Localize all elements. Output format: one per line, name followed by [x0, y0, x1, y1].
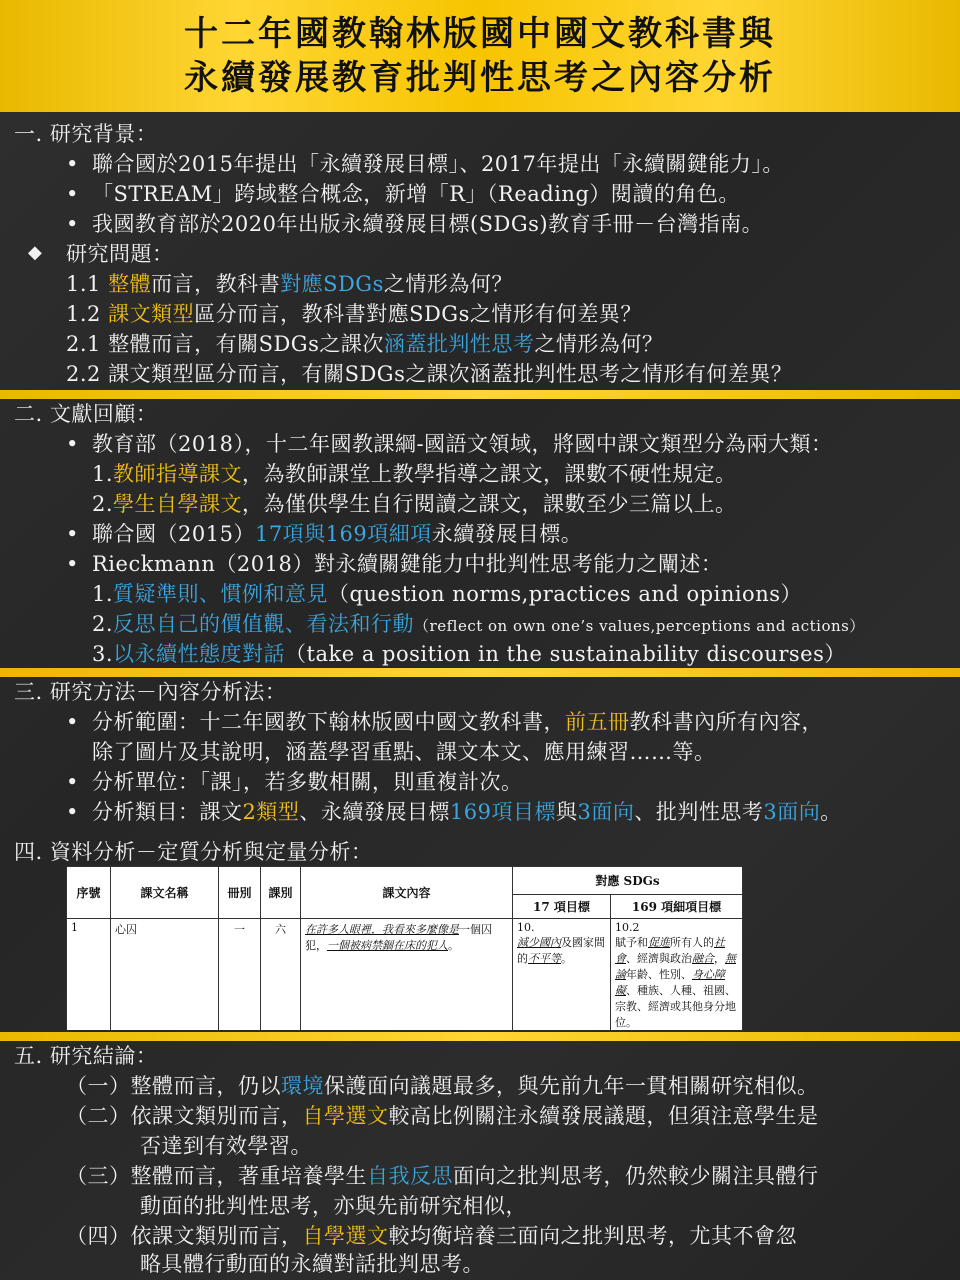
cell-169-target: 10.2 賦予和促進所有人的社會、經濟與政治融合，無論年齡、性別、身心障礙、種族、人種、祖國、宗教、經濟或其他身分地位。	[611, 919, 743, 1033]
header-lesson: 課別	[261, 867, 301, 919]
sub-item: 1.教師指導課文，為教師課堂上教學指導之課文，課數不硬性規定。	[92, 462, 737, 486]
sub-item: 2.反思自己的價值觀、看法和行動（reflect on own one’s values,perceptions and actions）	[92, 612, 865, 636]
section-divider	[0, 668, 960, 677]
header-17-goals: 17 項目標	[513, 895, 611, 919]
bullet-text: • 「STREAM」跨域整合概念，新增「R」（Reading）閱讀的角色。	[92, 180, 740, 208]
bullet-text: • 分析類目：課文2類型、永續發展目標169項目標與3面向、批判性思考3面向。	[92, 798, 842, 826]
header-169-targets: 169 項細項目標	[611, 895, 743, 919]
header-content: 課文內容	[301, 867, 513, 919]
analysis-table	[66, 866, 743, 1033]
section-divider	[0, 1032, 960, 1041]
cell-lesson: 六	[261, 919, 301, 1033]
conclusion-1: （一）整體而言，仍以環境保護面向議題最多，與先前九年一貫相關研究相似。	[66, 1074, 819, 1098]
table-row	[67, 919, 743, 1033]
conclusion-3-continuation: 動面的批判性思考，亦與先前研究相似，	[140, 1194, 527, 1218]
bullet-text: • 教育部（2018），十二年國教課綱-國語文領域，將國中課文類型分為兩大類：	[92, 430, 833, 458]
diamond-bullet-icon: ◆	[28, 242, 42, 263]
research-questions-heading: 研究問題：	[66, 242, 174, 266]
title-banner	[0, 0, 960, 112]
section-4-heading: 四. 資料分析－定質分析與定量分析：	[14, 840, 373, 864]
section-divider	[0, 390, 960, 399]
header-no: 序號	[67, 867, 111, 919]
section-1-heading: 一. 研究背景：	[14, 122, 158, 146]
section-2-heading: 二. 文獻回顧：	[14, 402, 158, 426]
header-volume: 冊別	[219, 867, 261, 919]
conclusion-2: （二）依課文類別而言，自學選文較高比例關注永續發展議題，但須注意學生是	[66, 1104, 819, 1128]
cell-lesson-name: 心囚	[111, 919, 219, 1033]
section-3-heading: 三. 研究方法－內容分析法：	[14, 680, 287, 704]
research-question-2-1: 2.1 整體而言，有關SDGs之課次涵蓋批判性思考之情形為何？	[66, 332, 664, 356]
header-lesson-name: 課文名稱	[111, 867, 219, 919]
bullet-continuation: 除了圖片及其說明，涵蓋學習重點、課文本文、應用練習……等。	[92, 740, 716, 764]
conclusion-4: （四）依課文類別而言，自學選文較均衡培養三面向之批判思考，尤其不會忽	[66, 1224, 797, 1248]
cell-17-goal: 10. 減少國內及國家間的不平等。	[513, 919, 611, 1033]
analysis-table-image	[66, 866, 742, 1030]
bullet-text: • 分析單位：「課」，若多數相關，則重複計次。	[92, 768, 523, 796]
cell-no: 1	[67, 919, 111, 1033]
section-5-heading: 五. 研究結論：	[14, 1044, 158, 1068]
sub-item: 1.質疑準則、慣例和意見（question norms,practices and opinions）	[92, 582, 802, 606]
conclusion-3: （三）整體而言，著重培養學生自我反思面向之批判思考，仍然較少關注具體行	[66, 1164, 819, 1188]
title-line-1: 十二年國教翰林版國中國文教科書與	[184, 14, 776, 54]
cell-content: 在許多人眼裡，我看來多麼像是一個囚犯，一個被病禁錮在床的犯人。	[301, 919, 513, 1033]
conclusion-4-continuation: 略具體行動面的永續對話批判思考。	[140, 1252, 484, 1276]
header-sdgs: 對應 SDGs	[513, 867, 743, 895]
research-question-2-2: 2.2 課文類型區分而言，有關SDGs之課次涵蓋批判性思考之情形有何差異？	[66, 362, 793, 386]
bullet-text: • Rieckmann（2018）對永續關鍵能力中批判性思考能力之闡述：	[92, 550, 722, 578]
research-question-1-1: 1.1 整體而言，教科書對應SDGs之情形為何？	[66, 272, 513, 296]
bullet-text: • 聯合國（2015）17項與169項細項永續發展目標。	[92, 520, 582, 548]
title-line-2: 永續發展教育批判性思考之內容分析	[184, 58, 776, 98]
bullet-text: • 聯合國於2015年提出「永續發展目標」、2017年提出「永續關鍵能力」。	[92, 150, 784, 178]
sub-item: 2.學生自學課文，為僅供學生自行閱讀之課文，課數至少三篇以上。	[92, 492, 737, 516]
conclusion-2-continuation: 否達到有效學習。	[140, 1134, 312, 1158]
sub-item: 3.以永續性態度對話（take a position in the sustainability discourses）	[92, 642, 846, 666]
bullet-text: • 分析範圍：十二年國教下翰林版國中國文教科書，前五冊教科書內所有內容，	[92, 708, 823, 736]
bullet-text: • 我國教育部於2020年出版永續發展目標(SDGs)教育手冊－台灣指南。	[92, 210, 763, 238]
research-question-1-2: 1.2 課文類型區分而言，教科書對應SDGs之情形有何差異？	[66, 302, 642, 326]
cell-volume: 一	[219, 919, 261, 1033]
